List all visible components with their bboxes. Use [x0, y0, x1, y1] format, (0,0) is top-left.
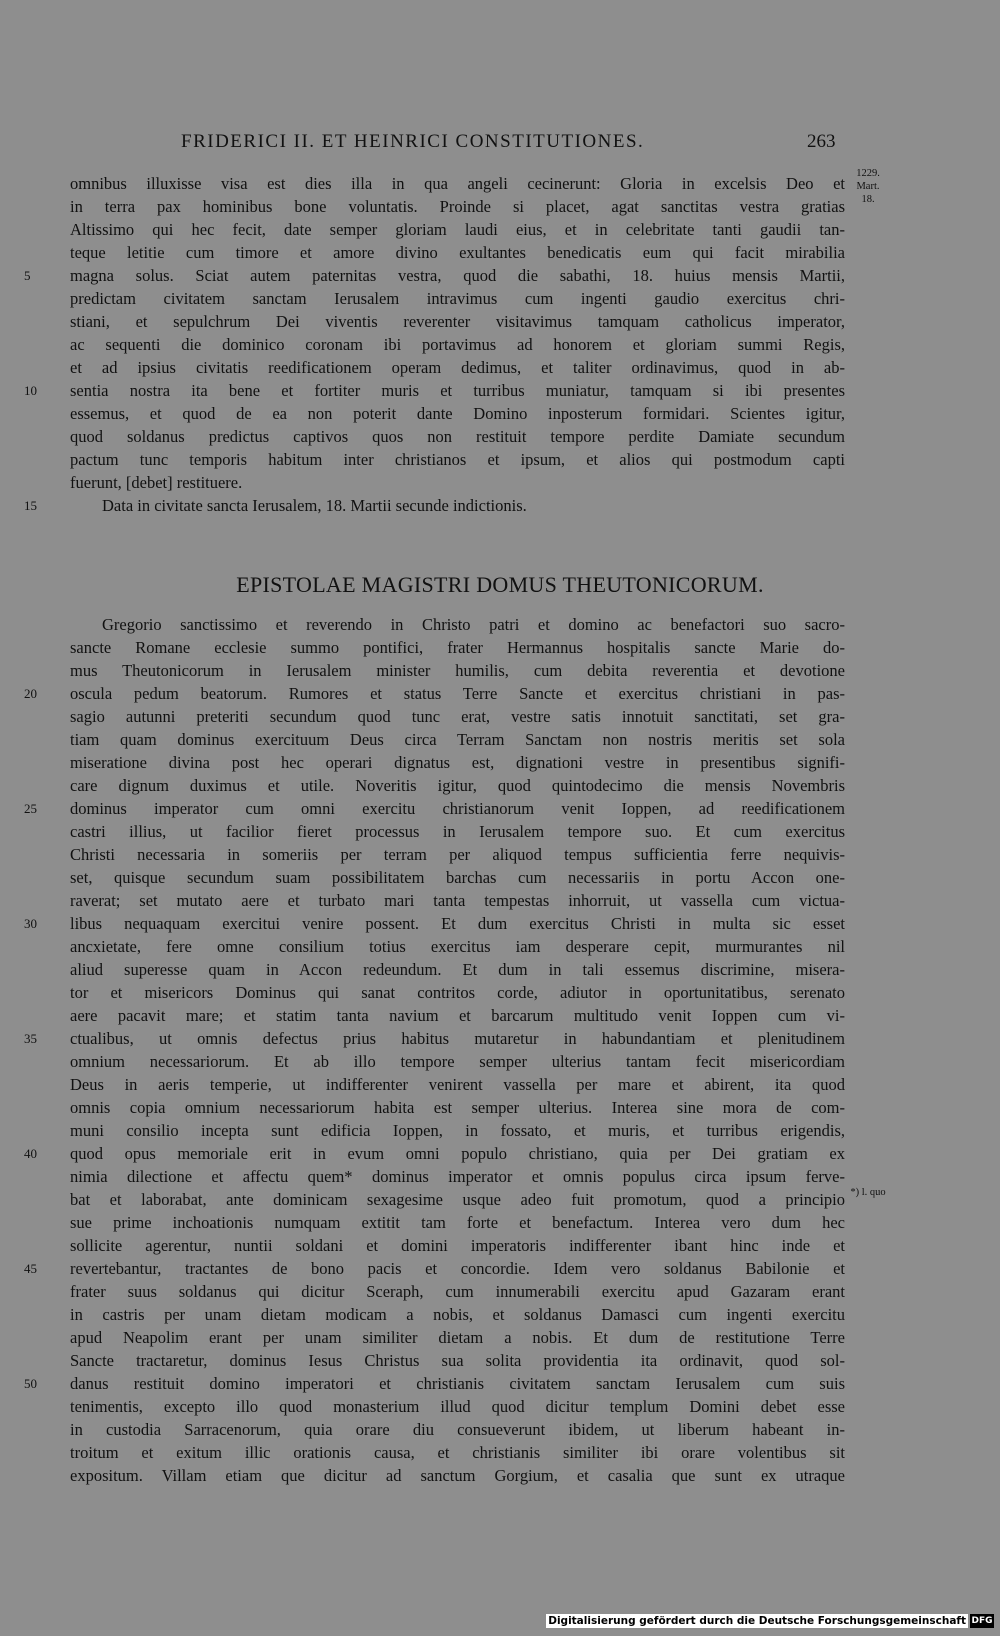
line-number: 40	[24, 1146, 37, 1161]
line-number: 25	[24, 801, 37, 816]
text-line: libus nequaquam exercitui venire possent. Et dum exercitus Christi in multa sic esset	[70, 914, 845, 933]
funding-credit: Digitalisierung gefördert durch die Deutsche Forschungsgemeinschaft	[548, 1615, 966, 1627]
text-line: tiam quam dominus exercituum Deus circa Terram Sanctam non nostris meritis set sola	[70, 730, 845, 749]
page-header	[0, 131, 1000, 157]
text-line: castri illius, ut facilior fieret processus in Ierusalem tempore suo. Et cum exercitus	[70, 822, 845, 841]
text-line: ancxietate, fere omne consilium totius exercitus iam desperare cepit, murmurantes nil	[70, 937, 845, 956]
dfg-logo: DFG	[971, 1616, 993, 1626]
line-number: 35	[24, 1031, 37, 1046]
text-line: omnium necessariorum. Et ab illo tempore semper ulterius tantam fecit misericordiam	[70, 1052, 845, 1071]
text-line: care dignum duximus et utile. Noveritis igitur, quod quintodecimo die mensis Novembris	[70, 776, 845, 795]
line-number: 45	[24, 1261, 37, 1276]
text-line: tor et misericors Dominus qui sanat contritos corde, adiutor in oportunitatibus, serenato	[70, 983, 845, 1002]
text-line: nimia dilectione et affectu quem* dominus imperator et omnis populus circa ipsum ferve-	[70, 1167, 845, 1186]
line-number: 10	[24, 383, 37, 398]
text-line: magna solus. Sciat autem paternitas vestra, quod die sabathi, 18. huius mensis Martii,	[70, 266, 845, 285]
text-line: sentia nostra ita bene et fortiter muris et turribus muniatur, tamquam si ibi presentes	[70, 381, 845, 400]
text-line: Sancte tractaretur, dominus Iesus Christus sua solita providentia ita ordinavit, quod sol-	[70, 1351, 845, 1370]
text-line: Deus in aeris temperie, ut indifferenter venirent vassella per mare et abirent, ita quod	[70, 1075, 845, 1094]
text-line: essemus, et quod de ea non poterit dante Domino inposterum formidari. Scientes igitur,	[70, 404, 845, 423]
line-number: 15	[24, 498, 37, 513]
margin-note-day: 18.	[861, 194, 875, 205]
text-line: sagio autunni preteriti secundum quod tunc erat, vestre satis innotuit sanctitati, set gra-	[70, 707, 845, 726]
line-number: 50	[24, 1376, 37, 1391]
text-line: omnis copia omnium necessariorum habita est semper ulterius. Interea sine mora de com-	[70, 1098, 845, 1117]
text-line: sue prime inchoationis numquam extitit tam forte et benefactum. Interea vero dum hec	[70, 1213, 845, 1232]
text-line: raverat; set mutato aere et turbato mari tanta tempestas inhorruit, ut vassella cum victua-	[70, 891, 845, 910]
text-line: Christi necessaria in someriis per terram per aliquod tempus sufficientia ferre nequivis-	[70, 845, 845, 864]
text-line: danus restituit domino imperatori et christianis civitatem sanctam Ierusalem cum suis	[70, 1374, 845, 1393]
margin-note-month: Mart.	[856, 181, 880, 192]
running-title: FRIDERICI II. ET HEINRICI CONSTITUTIONES.	[181, 131, 645, 152]
text-line: ac sequenti die dominico coronam ibi portavimus ad honorem et gloriam summi Regis,	[70, 335, 845, 354]
text-line: fuerunt, [debet] restituere.	[70, 473, 243, 492]
text-line: Gregorio sanctissimo et reverendo in Christo patri et domino ac benefactori suo sacro-	[102, 615, 845, 634]
line-number: 20	[24, 686, 37, 701]
text-line: in castris per unam dietam modicam a nobis, et soldanus Damasci cum ingenti exercitu	[70, 1305, 845, 1324]
dating-line: Data in civitate sancta Ierusalem, 18. Martii secunde indictionis.	[102, 496, 527, 515]
text-line: mus Theutonicorum in Ierusalem minister humilis, cum debita reverentia et devotione	[70, 661, 845, 680]
line-number: 5	[24, 268, 31, 283]
text-line: troitum et exitum illic orationis causa, et christianis similiter ibi orare volentibus sit	[70, 1443, 845, 1462]
text-line: sancte Romane ecclesie summo pontifici, frater Hermannus hospitalis sancte Marie do-	[70, 638, 845, 657]
text-line: bat et laborabat, ante dominicam sexagesime usque adeo fuit promotum, quod a principio	[70, 1190, 845, 1209]
text-line: miseratione divina post hec operari dignatus est, dignationi vestre in presentibus signifi-	[70, 753, 845, 772]
text-line: aliud superesse quam in Accon redeundum. Et dum in tali essemus discrimine, misera-	[70, 960, 845, 979]
page-footer	[0, 1608, 1000, 1636]
margin-note-year: 1229.	[856, 168, 880, 179]
text-line: et ad ipsius civitatis reedificationem operam dedimus, et taliter ordinavimus, quod in ab-	[70, 358, 845, 377]
text-line: aere pacavit mare; et statim tanta navium et barcarum multitudo venit Ioppen cum vi-	[70, 1006, 845, 1025]
text-line: pactum tunc temporis habitum inter christianos et ipsum, et alios qui postmodum capti	[70, 450, 845, 469]
text-line: predictam civitatem sanctam Ierusalem intravimus cum ingenti gaudio exercitus chri-	[70, 289, 845, 308]
text-line: set, quisque secundum suam possibilitatem barchas cum necessariis in portu Accon one-	[70, 868, 845, 887]
text-line: revertebantur, tractantes de bono pacis et concordie. Idem vero soldanus Babilonie et	[70, 1259, 845, 1278]
line-number: 30	[24, 916, 37, 931]
text-line: apud Neapolim erant per unam similiter dietam a nobis. Et dum de restitutione Terre	[70, 1328, 845, 1347]
text-line: in terra pax hominibus bone voluntatis. Proinde si placet, agat sanctitas vestra gratias	[70, 197, 845, 216]
text-line: dominus imperator cum omni exercitu christianorum venit Ioppen, ad reedificationem	[70, 799, 845, 818]
text-line: stiani, et sepulchrum Dei viventis reverenter visitavimus tamquam catholicus imperator,	[70, 312, 845, 331]
text-line: teque letitie cum timore et amore divino exultantes benedicatis eum qui facit mirabilia	[70, 243, 845, 262]
text-line: muni consilio incepta sunt edificia Ioppen, in fossato, et muris, et turribus erigendis,	[70, 1121, 845, 1140]
section-title: EPISTOLAE MAGISTRI DOMUS THEUTONICORUM.	[236, 572, 764, 597]
text-line: omnibus illuxisse visa est dies illa in qua angeli cecinerunt: Gloria in excelsis Deo et	[70, 174, 845, 193]
text-line: quod opus memoriale erit in evum omni populo christiano, quia per Dei gratiam ex	[70, 1144, 845, 1163]
text-line: in custodia Sarracenorum, quia orare diu consueverunt ibidem, ut liberum habeant in-	[70, 1420, 845, 1439]
text-line: sollicite agerentur, nuntii soldani et domini imperatoris indifferenter ibant hinc inde et	[70, 1236, 845, 1255]
page-number: 263	[807, 131, 836, 152]
text-line: expositum. Villam etiam que dicitur ad sanctum Gorgium, et casalia que sunt ex utraque	[70, 1466, 845, 1485]
text-line: Altissimo qui hec fecit, date semper gloriam laudi eius, et in celebritate tanti gaudii tan-	[70, 220, 845, 239]
text-line: ctualibus, ut omnis defectus prius habitus mutaretur in habundantiam et plenitudinem	[70, 1029, 845, 1048]
text-line: oscula pedum beatorum. Rumores et status Terre Sancte et exercitus christiani in pas-	[70, 684, 845, 703]
text-line: frater suus soldanus qui dicitur Sceraph, cum innumerabili exercitu apud Gazaram erant	[70, 1282, 845, 1301]
margin-note-variant: *) l. quo	[850, 1187, 886, 1198]
text-line: tenimentis, excepto illo quod monasterium illud quod dicitur templum Domini debet esse	[70, 1397, 845, 1416]
text-line: quod soldanus predictus captivos quos non restituit tempore perdite Damiate secundum	[70, 427, 845, 446]
